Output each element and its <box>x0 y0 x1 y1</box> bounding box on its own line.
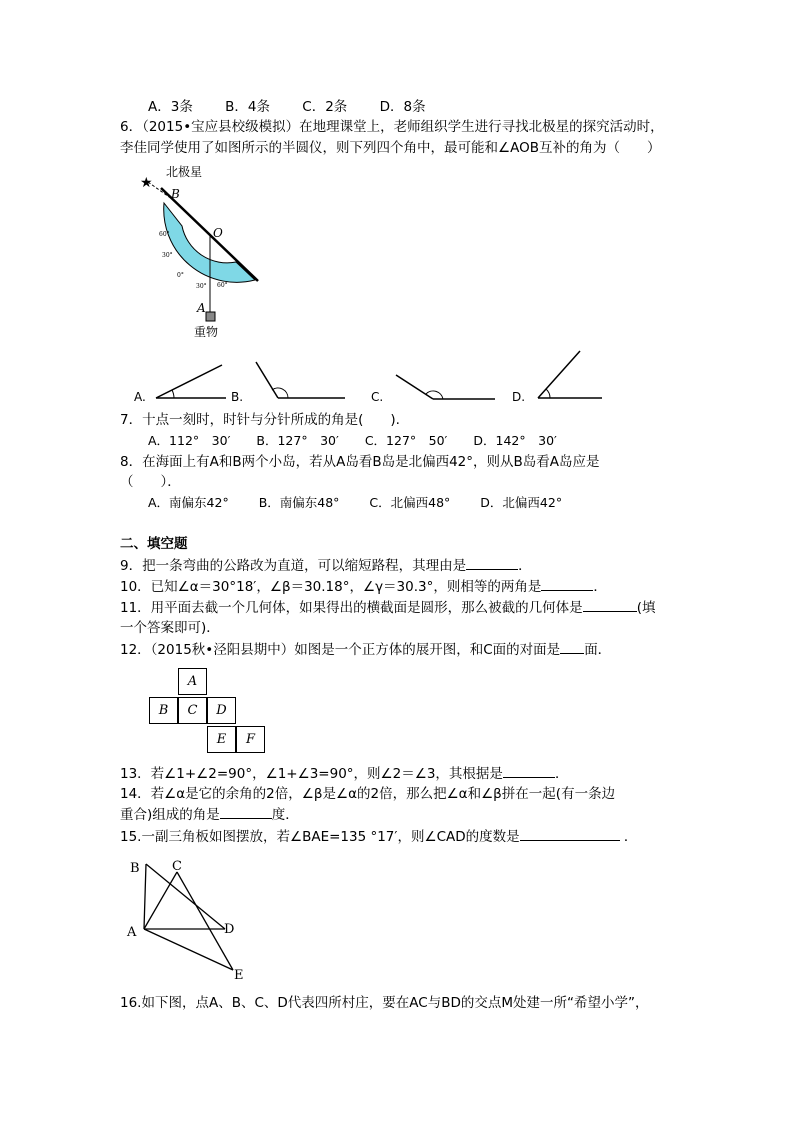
q7-text: 7．十点一刻时，时针与分针所成的角是( ). <box>120 412 400 428</box>
q6-option-c-label: C. <box>371 390 384 404</box>
net-cell-d: D <box>207 697 236 724</box>
net-cell-f: F <box>236 726 265 753</box>
q6-option-a-label: A. <box>134 390 146 404</box>
q8-option-c: C．北偏西48° <box>369 495 451 510</box>
point-o-label: O <box>213 226 223 240</box>
q12-tail: 面． <box>584 642 612 658</box>
q12-stem: 12．（2015秋•泾阳县期中）如图是一个正方体的展开图，和C面的对面是 <box>120 642 561 658</box>
q8-option-a: A．南偏东42° <box>148 495 229 510</box>
q14-line1: 14．若∠α是它的余角的2倍，∠β是∠α的2倍，那么把∠α和∠β拼在一起(有一条边 <box>120 786 616 802</box>
q5-option-c: C．2条 <box>302 99 348 115</box>
q5-option-a: A．3条 <box>148 99 193 115</box>
q16-text: 16.如下图，点A、B、C、D代表四所村庄，要在AC与BD的交点M处建一所“希望小学”， <box>120 995 649 1011</box>
net-cell-c: C <box>178 697 207 724</box>
q14-line2 <box>120 805 299 824</box>
q13-blank[interactable] <box>503 764 555 778</box>
label-d: D <box>224 922 235 937</box>
q11-stem: 11．用平面去截一个几何体，如果得出的横截面是圆形，那么被截的几何体是 <box>120 600 583 616</box>
q13-stem: 13．若∠1+∠2=90°，∠1+∠3=90°，则∠2＝∠3，其根据是 <box>120 766 503 782</box>
q9-blank[interactable] <box>466 556 518 570</box>
label-c: C <box>172 859 182 874</box>
north-star-icon: ★ <box>140 175 153 191</box>
net-cell-a: A <box>178 668 207 695</box>
q15-tail: ． <box>623 829 638 845</box>
q10-stem: 10．已知∠α＝30°18′，∠β＝30.18°，∠γ＝30.3°，则相等的两角是 <box>120 579 542 595</box>
q11-line1 <box>120 598 655 617</box>
tick-label: 0° <box>177 272 184 279</box>
q12-text <box>120 640 611 659</box>
q14-blank[interactable] <box>220 805 272 819</box>
q7-options <box>148 432 585 450</box>
q6-option-b-angle <box>250 358 350 403</box>
q14-stem: 重合)组成的角是 <box>120 807 220 823</box>
weight-label: 重物 <box>194 325 219 339</box>
q6-option-a-angle <box>150 358 230 403</box>
q7-option-b: B．127° 30′ <box>256 433 339 448</box>
point-b-label: B <box>171 187 180 201</box>
q5-option-d: D．8条 <box>379 99 426 115</box>
q8-line1: 8．在海面上有A和B两个小岛，若从A岛看B岛是北偏西42°，则从B岛看A岛应是 <box>120 454 600 470</box>
net-cell-e: E <box>207 726 236 753</box>
q9-stem: 9．把一条弯曲的公路改为直道，可以缩短路程，其理由是 <box>120 558 467 574</box>
section-title: 二、填空题 <box>120 536 188 552</box>
q15-text <box>120 827 637 846</box>
q12-blank[interactable] <box>560 640 584 654</box>
point-a-label: A <box>197 301 206 315</box>
q6-line1: 6．（2015•宝应县校级模拟）在地理课堂上，老师组织学生进行寻找北极星的探究活动时， <box>120 119 664 135</box>
q11-line2: 一个答案即可)． <box>120 620 220 636</box>
q10-text: 10．已知∠α＝30°18′，∠β＝30.18°，∠γ＝30.3°，则相等的两角是 ． <box>120 579 607 595</box>
q5-options <box>148 98 454 116</box>
q6-option-c-angle <box>393 365 498 405</box>
label-a: A <box>127 925 137 940</box>
q13-text: 13．若∠1+∠2=90°，∠1+∠3=90°，则∠2＝∠3，其根据是 ． <box>120 766 569 782</box>
tick-label: 60° <box>217 282 228 289</box>
q5-option-b: B．4条 <box>225 99 270 115</box>
q6-option-b-label: B. <box>231 390 244 404</box>
q11-tail: (填 <box>636 600 656 616</box>
tick-label: 30° <box>196 283 207 290</box>
q8-option-b: B．南偏东48° <box>258 495 340 510</box>
q7-option-a: A．112° 30′ <box>148 433 231 448</box>
q9-text: 9．把一条弯曲的公路改为直道，可以缩短路程，其理由是 ． <box>120 558 532 574</box>
q8-option-d: D．北偏西42° <box>480 495 563 510</box>
tick-label: 30° <box>162 252 173 259</box>
q14-tail: 度． <box>271 807 299 823</box>
weight-icon <box>206 312 215 321</box>
q8-options <box>148 494 590 512</box>
north-star-label: 北极星 <box>166 165 203 179</box>
label-b: B <box>130 861 140 876</box>
q6-line2: 李佳同学使用了如图所示的半圆仪，则下列四个角中，最可能和∠AOB互补的角为（ ） <box>120 140 661 156</box>
q11-blank[interactable] <box>583 598 637 612</box>
q6-option-d-angle <box>530 348 605 403</box>
q6-option-d-label: D. <box>512 390 526 404</box>
net-cell-b: B <box>149 697 178 724</box>
label-e: E <box>234 968 244 983</box>
q8-line2: （ ）． <box>120 474 181 490</box>
tick-label: 60° <box>159 231 170 238</box>
q10-blank[interactable] <box>541 577 593 591</box>
set-square-figure <box>120 852 255 984</box>
q7-option-c: C．127° 50′ <box>364 433 448 448</box>
protractor-figure <box>130 160 270 345</box>
q15-blank[interactable] <box>520 827 620 841</box>
q7-option-d: D．142° 30′ <box>473 433 557 448</box>
q15-stem: 15.一副三角板如图摆放，若∠BAE=135 °17′，则∠CAD的度数是 <box>120 829 520 845</box>
